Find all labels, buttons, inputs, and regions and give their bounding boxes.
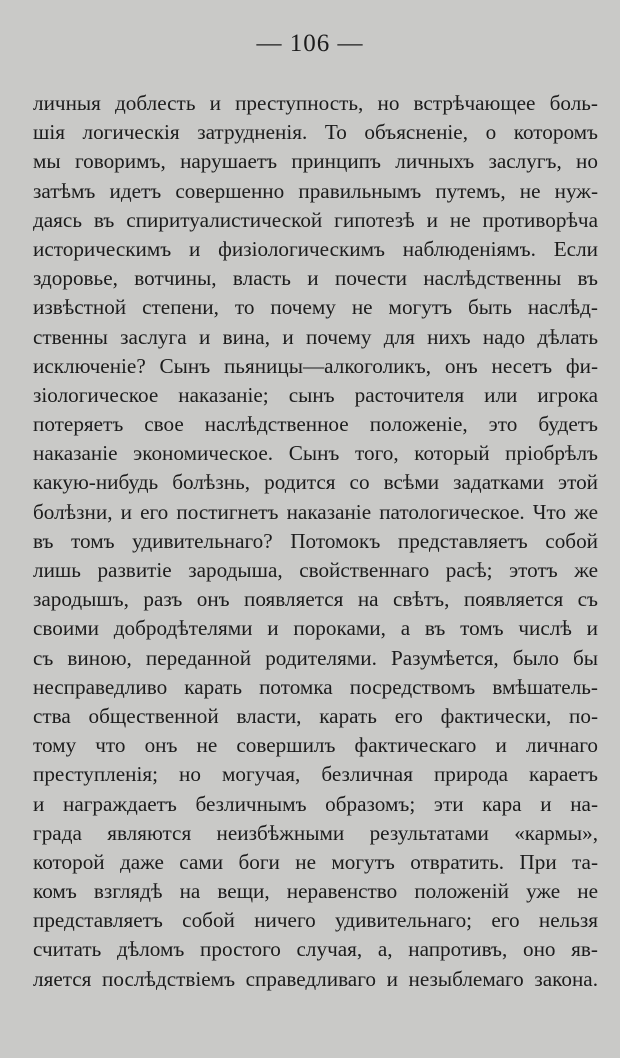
body-text (33, 89, 598, 994)
text-line: извѣстной степени, то почему не могутъ быть наслѣд- (33, 295, 598, 320)
text-line: тому что онъ не совершилъ фактическаго и личнаго (33, 733, 598, 758)
text-line: своими добродѣтелями и пороками, а въ томъ числѣ и (33, 616, 598, 641)
text-line: исключеніе? Сынъ пьяницы—алкоголикъ, онъ несетъ фи- (33, 353, 598, 378)
text-line: ственны заслуга и вина, и почему для нихъ надо дѣлать (33, 324, 598, 349)
text-line: даясь въ спиритуалистической гипотезѣ и не противорѣча (33, 207, 598, 232)
text-line: историческимъ и физіологическимъ наблюденіямъ. Если (33, 236, 598, 261)
text-line: града являются неизбѣжными результатами «кармы», (33, 820, 598, 845)
text-line: затѣмъ идетъ совершенно правильнымъ путемъ, не нуж- (33, 178, 598, 203)
text-line: болѣзни, и его постигнетъ наказаніе патологическое. Что же (33, 499, 598, 524)
text-line: лишь развитіе зародыша, свойственнаго расѣ; этотъ же (33, 558, 598, 582)
text-line: считать дѣломъ простого случая, а, напротивъ, оно яв- (33, 937, 598, 962)
page-number: — 106 — (256, 30, 364, 57)
text-line: зародышъ, разъ онъ появляется на свѣтъ, появляется съ (33, 587, 598, 612)
text-line: представляетъ собой ничего удивительнаго; его нельзя (33, 908, 598, 933)
text-line: несправедливо карать потомка посредствомъ вмѣшатель- (33, 674, 598, 699)
text-line: ства общественной власти, карать его фактически, по- (33, 703, 598, 728)
text-line: какую-нибудь болѣзнь, родится со всѣми задатками этой (33, 470, 598, 495)
text-line: здоровье, вотчины, власть и почести наслѣдственны въ (33, 266, 598, 291)
text-line: мы говоримъ, нарушаетъ принципъ личныхъ заслугъ, но (33, 149, 598, 174)
text-line: личныя доблесть и преступность, но встрѣчающее боль- (33, 91, 598, 115)
text-line: шія логическія затрудненія. То объясненіе, о которомъ (33, 120, 598, 145)
text-line: съ виною, переданной родителями. Разумѣется, было бы (33, 645, 598, 670)
text-line: наказаніе экономическое. Сынъ того, который пріобрѣлъ (33, 441, 598, 466)
text-line: комъ взглядѣ на вещи, неравенство положеній уже не (33, 879, 598, 904)
text-line: преступленія; но могучая, безличная природа караетъ (33, 762, 598, 787)
text-line: въ томъ удивительнаго? Потомокъ представляетъ собой (33, 528, 598, 553)
text-line: которой даже сами боги не могутъ отвратить. При та- (33, 849, 598, 874)
text-line: и награждаетъ безличнымъ образомъ; эти кара и на- (33, 791, 598, 816)
text-line: зіологическое наказаніе; сынъ расточителя или игрока (33, 382, 598, 407)
text-line: ляется послѣдствіемъ справедливаго и незыблемаго закона. (33, 966, 598, 991)
text-line: потеряетъ свое наслѣдственное положеніе, это будетъ (33, 412, 598, 437)
